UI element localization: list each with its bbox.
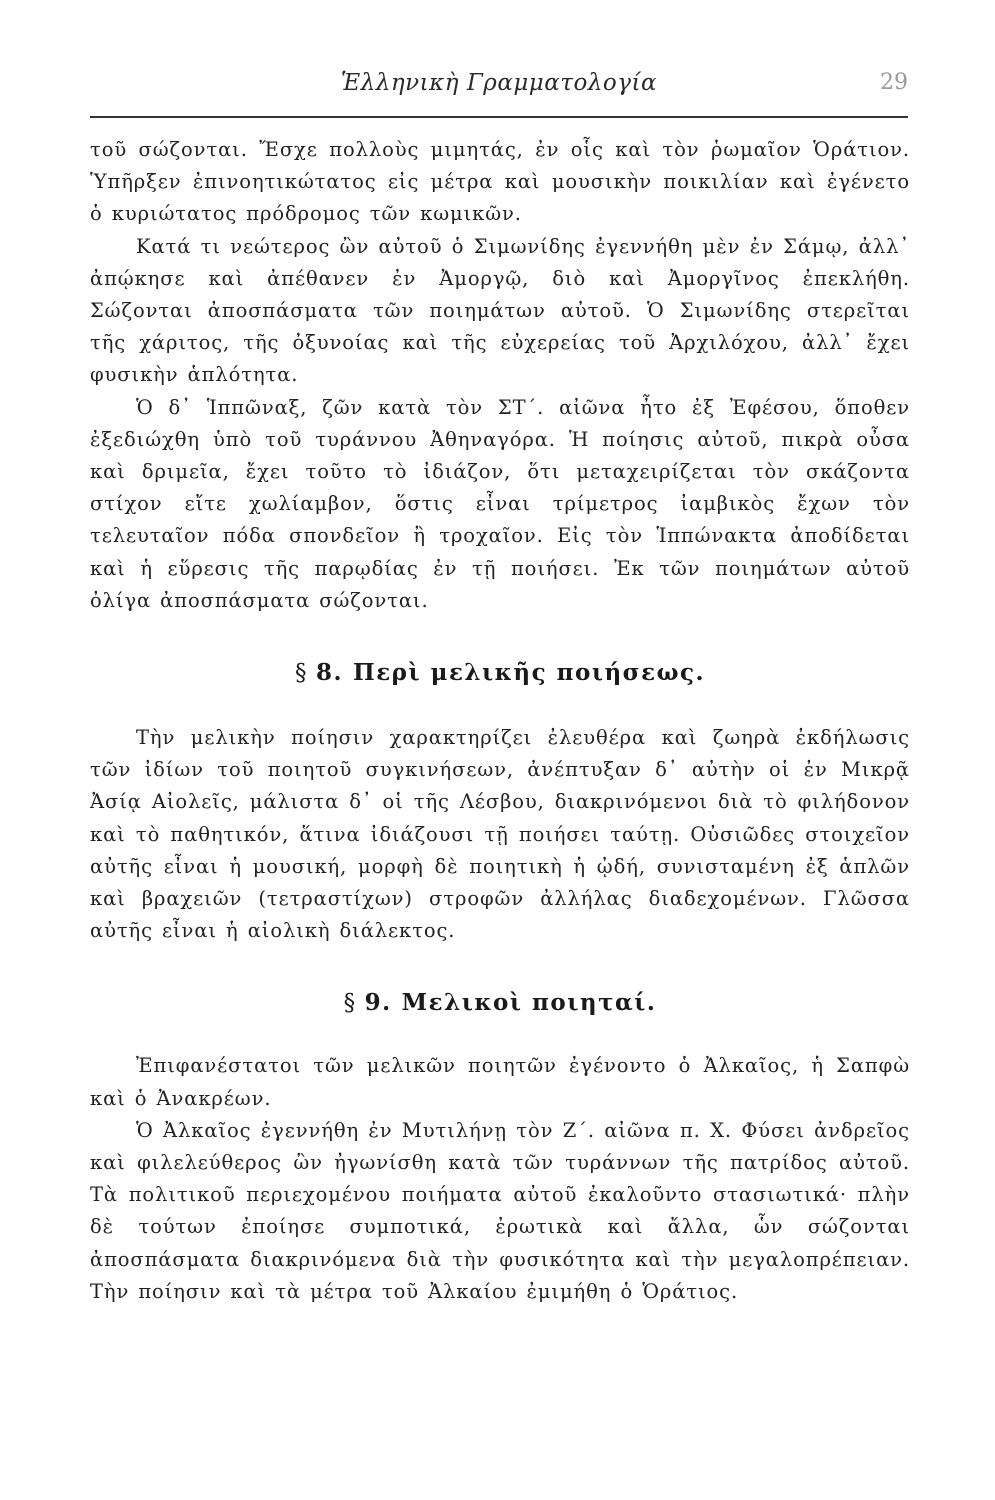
section-title: Μελικοὶ ποιηταί. bbox=[401, 989, 657, 1017]
page-body bbox=[90, 134, 910, 1308]
page-header bbox=[90, 66, 908, 106]
section-sign: § bbox=[343, 990, 357, 1017]
paragraph-alcaeus: Ὁ Ἀλκαῖος ἐγεννήθη ἐν Μυτιλήνῃ τὸν Ζ΄. αἰῶνα π. Χ. Φύσει ἀνδρεῖος καὶ φιλελεύθερος ὢν ἠγωνίσθη κατὰ τῶν τυράννων τῆς πατρίδος αὐτοῦ. Τὰ πολιτικοῦ περιεχομένου ποιήματα αὐτοῦ ἐκαλοῦντο στασιωτικά· πλὴν δὲ τούτων ἐποίησε συμποτικά, ἐρωτικὰ καὶ ἄλλα, ὧν σώζονται ἀποσπάσματα διακρινόμενα διὰ τὴν φυσικότητα καὶ τὴν μεγαλοπρέπειαν. Τὴν ποίησιν καὶ τὰ μέτρα τοῦ Ἀλκαίου ἐμιμήθη ὁ Ὁράτιος. bbox=[90, 1118, 910, 1303]
header-rule bbox=[90, 116, 908, 118]
paragraph-simonides: Κατά τι νεώτερος ὢν αὐτοῦ ὁ Σιμωνίδης ἐγεννήθη μὲν ἐν Σάμῳ, ἀλλ᾽ ἀπῴκησε καὶ ἀπέθανεν ἐν Ἀμοργῷ, διὸ καὶ Ἀμοργῖνος ἐπεκλήθη. Σώζονται ἀποσπάσματα τῶν ποιημάτων αὐτοῦ. Ὁ Σιμωνίδης στερεῖται τῆς χάριτος, τῆς ὀξυνοίας καὶ τῆς εὐχερείας τοῦ Ἀρχιλόχου, ἀλλ᾽ ἔχει φυσικὴν ἁπλότητα. bbox=[90, 234, 910, 387]
section-title: Περὶ μελικῆς ποιήσεως. bbox=[352, 659, 706, 687]
section-number: 8. bbox=[315, 659, 343, 687]
page-number: 29 bbox=[880, 70, 908, 95]
paragraph-hipponax: Ὁ δ᾽ Ἱππῶναξ, ζῶν κατὰ τὸν ΣΤ΄. αἰῶνα ἦτο ἐξ Ἐφέσου, ὅποθεν ἐξεδιώχθη ὑπὸ τοῦ τυράννου Ἀθηναγόρα. Ἡ ποίησις αὐτοῦ, πικρὰ οὖσα καὶ δριμεῖα, ἔχει τοῦτο τὸ ἰδιάζον, ὅτι μεταχειρίζεται τὸν σκάζοντα στίχον εἴτε χωλίαμβον, ὅστις εἶναι τρίμετρος ἰαμβικὸς ἔχων τὸν τελευταῖον πόδα σπονδεῖον ἢ τροχαῖον. Εἰς τὸν Ἱππώνακτα ἀποδίδεται καὶ ἡ εὕρεσις τῆς παρῳδίας ἐν τῇ ποιήσει. Ἐκ τῶν ποιημάτων αὐτοῦ ὀλίγα ἀποσπάσματα σώζονται. bbox=[90, 395, 910, 612]
running-title: Ἑλληνικὴ Γραμματολογία bbox=[340, 70, 658, 96]
paragraph-melic-poetry: Τὴν μελικὴν ποίησιν χαρακτηρίζει ἐλευθέρα καὶ ζωηρὰ ἐκδήλωσις τῶν ἰδίων τοῦ ποιητοῦ συγκινήσεων, ἀνέπτυξαν δ᾽ αὐτὴν οἱ ἐν Μικρᾷ Ἀσίᾳ Αἰολεῖς, μάλιστα δ᾽ οἱ τῆς Λέσβου, διακρινόμενοι διὰ τὸ φιλήδονον καὶ τὸ παθητικόν, ἅτινα ἰδιάζουσι τῇ ποιήσει ταύτῃ. Οὐσιῶδες στοιχεῖον αὐτῆς εἶναι ἡ μουσική, μορφὴ δὲ ποιητικὴ ἡ ᾠδή, συνισταμένη ἐξ ἁπλῶν καὶ βραχειῶν (τετραστίχων) στροφῶν ἀλλήλας διαδεχομένων. Γλῶσσα αὐτῆς εἶναι ἡ αἰολικὴ διάλεκτος. bbox=[90, 726, 910, 943]
section-heading-9 bbox=[90, 989, 910, 1016]
paragraph-melic-poets: Ἐπιφανέστατοι τῶν μελικῶν ποιητῶν ἐγένοντο ὁ Ἀλκαῖος, ἡ Σαπφὼ καὶ ὁ Ἀνακρέων. bbox=[90, 1054, 910, 1110]
section-heading-8 bbox=[90, 659, 910, 686]
section-sign: § bbox=[294, 660, 308, 687]
paragraph-archilochus-end: τοῦ σώζονται. Ἔσχε πολλοὺς μιμητάς, ἐν οἷς καὶ τὸν ῥωμαῖον Ὁράτιον. Ὑπῆρξεν ἐπινοητικώτατος εἰς μέτρα καὶ μουσικὴν ποικιλίαν καὶ ἐγένετο ὁ κυριώτατος πρόδρομος τῶν κωμικῶν. bbox=[90, 138, 910, 226]
section-number: 9. bbox=[364, 989, 392, 1017]
